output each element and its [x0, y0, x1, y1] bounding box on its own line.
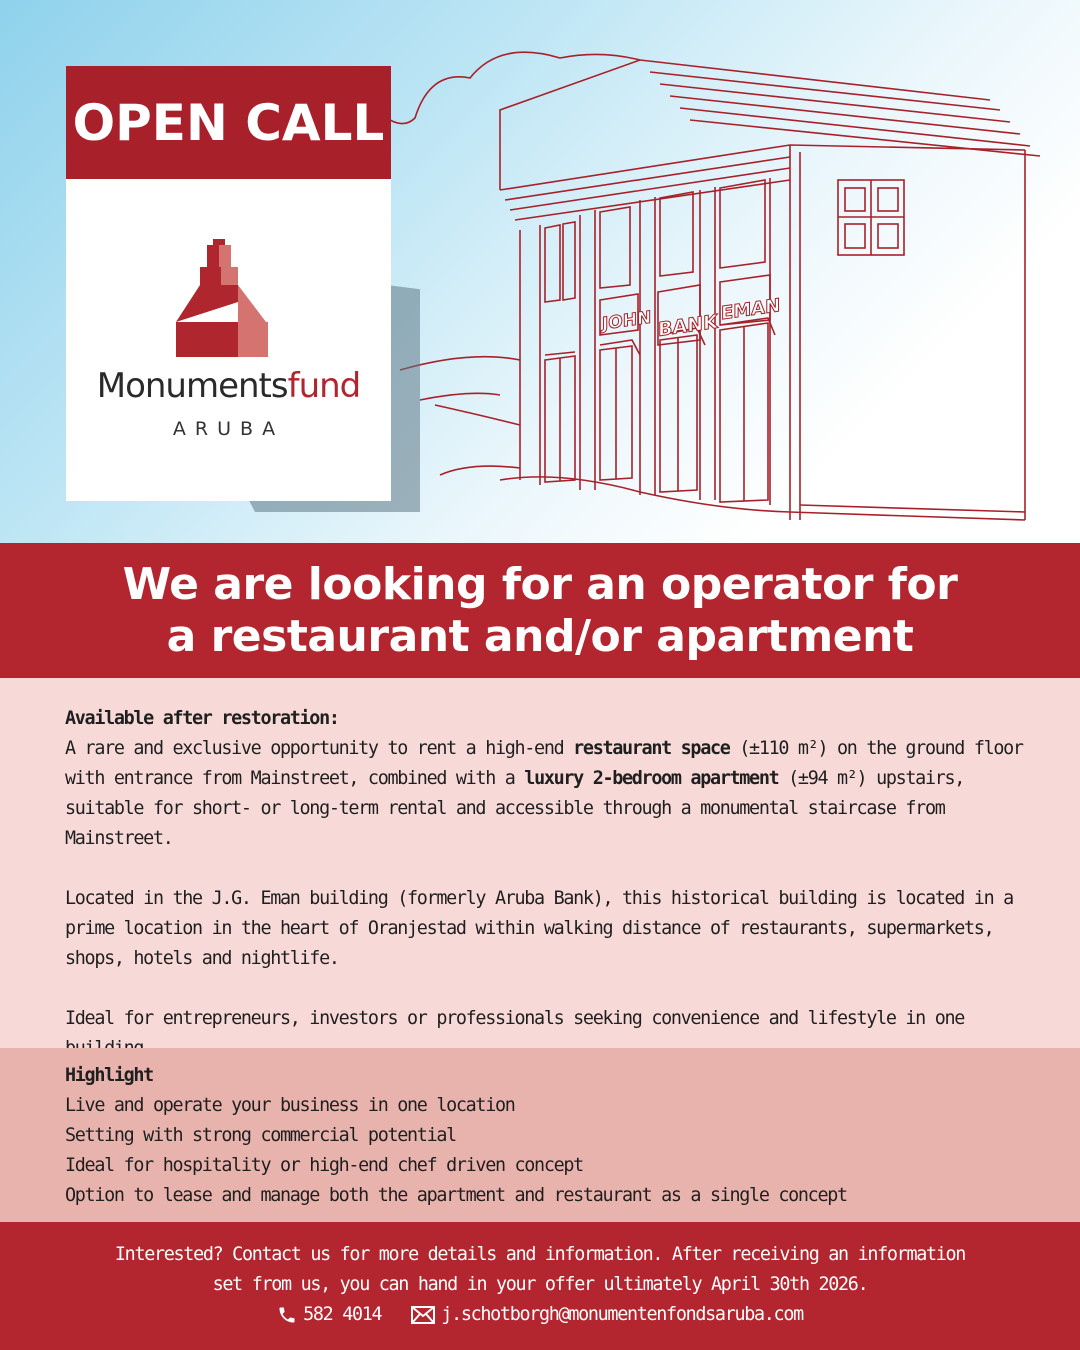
headline-banner [0, 543, 1080, 678]
list-item: Ideal for hospitality or high-end chef driven concept [65, 1155, 583, 1176]
highlights-section [0, 1048, 1080, 1222]
logo-wordmark: Monumentsfund [96, 366, 361, 406]
contact-line-1: Interested? Contact us for more details and information. After receiving an information [114, 1244, 966, 1265]
highlights-heading: Highlight [65, 1065, 153, 1086]
details-heading: Available after restoration: [65, 708, 339, 729]
envelope-icon [411, 1306, 435, 1324]
details-paragraph-3: Ideal for entrepreneurs, investors or professionals seeking convenience and lifestyle in one [65, 1008, 965, 1029]
details-paragraph-1: A rare and exclusive opportunity to rent a high-end restaurant space (±110 m²) on the ground floor with entrance from Mainstreet, combined with a luxury 2-bedroom apartment (±94 m²) upstairs, suitable for short- or long-term rental and accessible through a monumental staircase from Mainstreet. [65, 738, 1023, 849]
list-item: Option to lease and manage both the apartment and restaurant as a single concept [65, 1185, 847, 1206]
monument-logo-icon [171, 237, 281, 359]
highlights-text [65, 1061, 1025, 1211]
email-link[interactable]: j.schotborgh@monumentenfondsaruba.com [441, 1304, 803, 1325]
details-section [0, 678, 1080, 1048]
headline-line-1: We are looking for an operator for [122, 558, 958, 610]
list-item: Setting with strong commercial potential [65, 1125, 456, 1146]
list-item: Live and operate your business in one location [65, 1095, 515, 1116]
phone-link[interactable]: 582 4014 [303, 1304, 382, 1325]
open-call-card [66, 66, 391, 501]
logo-subtitle: ARUBA [172, 418, 285, 440]
sign-john: JOHN [601, 307, 652, 335]
open-call-title: OPEN CALL [66, 66, 391, 179]
details-text [65, 704, 1025, 1064]
headline-line-2: a restaurant and/or apartment [166, 610, 914, 662]
hero-section [0, 0, 1080, 543]
phone-icon [277, 1305, 297, 1325]
sign-bank: BANK [658, 309, 718, 342]
sign-eman: EMAN [721, 295, 781, 325]
details-paragraph-2: Located in the J.G. Eman building (formerly Aruba Bank), this historical building is located in a prime location in the heart of Oranjestad within walking distance of restaurants, supermarkets, shops, hotels and nightlife. [65, 888, 1013, 969]
contact-line-2: set from us, you can hand in your offer ultimately April 30th 2026. [212, 1274, 868, 1295]
contact-section [0, 1222, 1080, 1350]
